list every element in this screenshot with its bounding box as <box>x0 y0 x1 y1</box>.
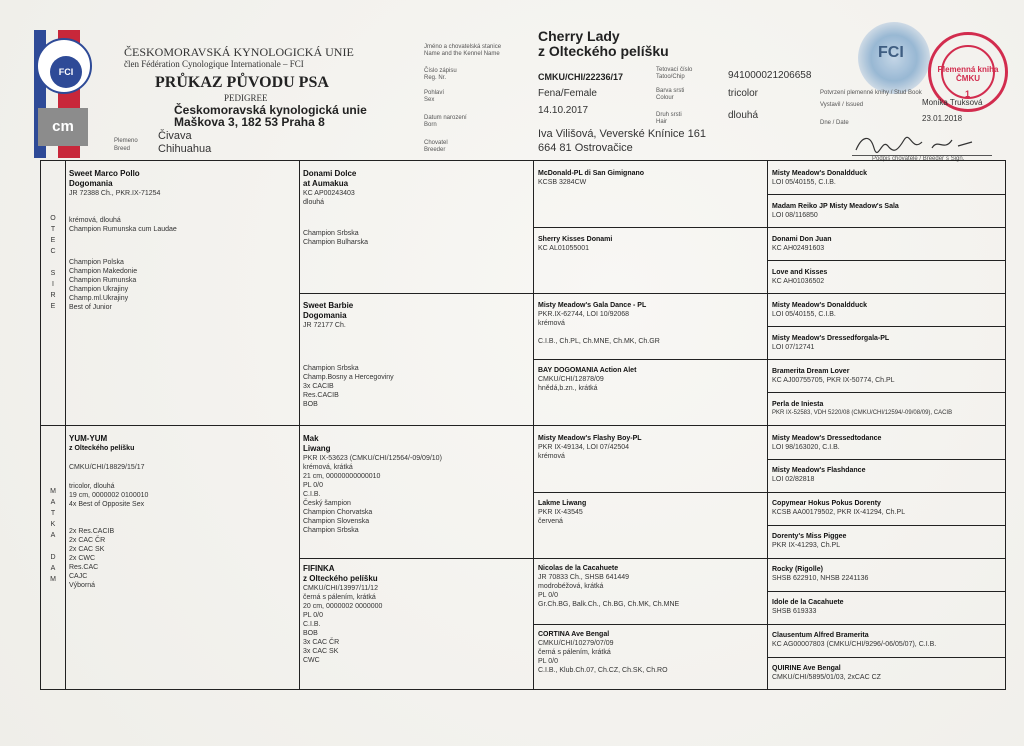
breed-label-cz: Plemeno <box>114 138 138 144</box>
breeder-label-cz: Chovatel <box>424 140 448 146</box>
sire-side-label: O T E C S I R E <box>50 215 56 310</box>
dog-colour: tricolor <box>728 88 759 99</box>
ancestor-cell: QUIRINE Ave Bengal CMKU/CHI/5895/01/03, 2xCAC CZ <box>772 665 881 681</box>
cmku-fci-logo: FCI cm <box>34 30 96 158</box>
hair-label-en: Hair <box>656 119 668 125</box>
org-member: člen Fédération Cynologique Internationale – FCI <box>124 59 304 69</box>
org-name: ČESKOMORAVSKÁ KYNOLOGICKÁ UNIE <box>124 45 354 59</box>
dog-breeder-1: Iva Vilišová, Veverské Knínice 161 <box>538 128 706 140</box>
great-grandparent-cell: Nicolas de la Cacahuete JR 70833 Ch., SHSB 641449 modrobéžová, krátká PL 0/0 Gr.Ch.BG, Balk.Ch., Ch.BG, Ch.MK, Ch.MNE <box>538 565 680 608</box>
ancestor-cell: Bramerita Dream Lover KC AJ00755705, PKR IX-50774, Ch.PL <box>772 368 895 384</box>
dam-side-label: M A T K A D A M <box>50 488 56 583</box>
studbook-label: Potvrzení plemenné knihy / Stud Book <box>820 90 922 96</box>
colour-label-cz: Barva srsti <box>656 88 685 94</box>
ancestor-cell: Misty Meadow's Dressedtodance LOI 98/163020, C.I.B. <box>772 435 882 451</box>
born-label-en: Born <box>424 122 437 128</box>
grandparent-cell: Sweet Barbie Dogomania JR 72177 Ch. Champion Srbska Champ.Bosny a Hercegoviny 3x CACIB Res.CACIB BOB <box>303 301 394 408</box>
ancestor-cell: Copymear Hokus Pokus Dorenty KCSB AA00179502, PKR IX-41294, Ch.PL <box>772 500 906 516</box>
breeder-signature <box>852 132 992 156</box>
ancestor-cell: Misty Meadow's Donaldduck LOI 05/40155, C.I.B. <box>772 302 868 318</box>
great-grandparent-cell: Misty Meadow's Flashy Boy-PL PKR IX-49134, LOI 07/42504 krémová <box>538 435 642 460</box>
page-subtitle: PEDIGREE <box>224 93 268 103</box>
great-grandparent-cell: Misty Meadow's Gala Dance - PL PKR.IX-62744, LOI 10/92068 krémová C.I.B., Ch.PL, Ch.MNE, Ch.MK, Ch.GR <box>538 302 660 345</box>
great-grandparent-cell: Lakme Liwang PKR IX-43545 červená <box>538 500 587 525</box>
ancestor-cell: Misty Meadow's Donaldduck LOI 05/40155, C.I.B. <box>772 170 868 186</box>
dog-breeder-2: 664 81 Ostrovačice <box>538 142 633 154</box>
tattoo-label-en: Tatoo/Chip <box>656 74 685 80</box>
ancestor-cell: Misty Meadow's Flashdance LOI 02/82818 <box>772 467 866 483</box>
signature-label: Podpis chovatele / Breeder´s Sign. <box>872 156 965 162</box>
ancestor-cell: Misty Meadow's Dressedforgala-PL LOI 07/12741 <box>772 335 890 351</box>
name-label-cz: Jméno a chovatelská stanice <box>424 44 502 50</box>
date-label: Dne / Date <box>820 120 849 126</box>
issue-date: 23.01.2018 <box>922 114 963 123</box>
breed-value-en: Chihuahua <box>158 143 212 155</box>
sex-label-en: Sex <box>424 97 435 103</box>
issued-label: Vystavil / Issued <box>820 102 864 108</box>
org-address-name: Českomoravská kynologická unie <box>174 103 367 117</box>
sire-cell: Sweet Marco Pollo Dogomania JR 72388 Ch., PKR.IX-71254 krémová, dlouhá Champion Rumunska cum Laudae Champion Polska Champion Makedonie Champion Rumunska Champion Ukrajiny Champ.ml.Ukrajiny Best of Junior <box>69 169 177 311</box>
hair-label-cz: Druh srsti <box>656 112 682 118</box>
reg-label-en: Reg. Nr. <box>424 75 447 81</box>
great-grandparent-cell: McDonald-PL di San Gimignano KCSB 3284CW <box>538 170 645 186</box>
ancestor-cell: Love and Kisses KC AH01036502 <box>772 269 828 285</box>
grandparent-cell: FIFINKA z Olteckého pelíšku CMKU/CHI/13997/11/12 černá s pálením, krátká 20 cm, 0000002 0000000 PL 0/0 C.I.B. BOB 3x CAC ČR 3x CAC SK CWC <box>303 564 383 664</box>
ancestor-cell: Idole de la Cacahuete SHSB 619333 <box>772 599 844 615</box>
dog-kennel: z Olteckého pelíšku <box>538 43 669 59</box>
great-grandparent-cell: Sherry Kisses Donami KC AL01055001 <box>538 236 613 252</box>
ancestor-cell: Madam Reiko JP Misty Meadow's Sala LOI 08/116850 <box>772 203 899 219</box>
ancestor-cell: Dorenty's Miss Piggee PKR IX-41293, Ch.PL <box>772 533 847 549</box>
dog-born: 14.10.2017 <box>538 105 589 116</box>
hologram-seal: FCI <box>858 22 930 94</box>
breeder-label-en: Breeder <box>424 147 446 153</box>
ancestor-cell: Rocky (Rigolle) SHSB 622910, NHSB 2241136 <box>772 566 869 582</box>
dog-name: Cherry Lady <box>538 28 620 44</box>
great-grandparent-cell: BAY DOGOMANIA Action Alet CMKU/CHI/12878/09 hnědá,b.zn., krátká <box>538 367 637 392</box>
dam-cell: YUM-YUM z Olteckého pelíšku CMKU/CHI/18829/15/17 tricolor, dlouhá 19 cm, 0000002 0100010 4x Best of Opposite Sex 2x Res.CACIB 2x CAC ČR 2x CAC SK 2x CWC Res.CAC CAJC Výborná <box>69 434 149 589</box>
reg-label-cz: Číslo zápisu <box>424 68 457 74</box>
colour-label-en: Colour <box>656 95 674 101</box>
grandparent-cell: Mak Liwang PKR IX-53623 (CMKU/CHI/12564/-09/09/10) krémová, krátká 21 cm, 00000000000010 PL 0/0 C.I.B. Český šampion Champion Chorvatska Champion Slovenska Champion Srbska <box>303 434 442 534</box>
ancestor-cell: Donami Don Juan KC AH02491603 <box>772 236 832 252</box>
breed-label-en: Breed <box>114 146 131 152</box>
great-grandparent-cell: CORTINA Ave Bengal CMKU/CHI/10279/07/09 černá s pálením, krátká PL 0/0 C.I.B., Klub.Ch.07, Ch.CZ, Ch.SK, Ch.RO <box>538 631 668 674</box>
pedigree-table <box>40 160 1006 690</box>
dog-chip: 941000021206658 <box>728 70 812 81</box>
dog-reg: CMKU/CHI/22236/17 <box>538 72 624 82</box>
sex-label-cz: Pohlaví <box>424 90 445 96</box>
born-label-cz: Datum narození <box>424 115 467 121</box>
breed-value-cz: Čivava <box>158 130 192 142</box>
org-address-street: Maškova 3, 182 53 Praha 8 <box>174 115 325 129</box>
tattoo-label-cz: Tetovací číslo <box>656 67 693 73</box>
ancestor-cell: Clausentum Alfred Bramerita KC AG00007803 (CMKU/CHI/9296/-06/05/07), C.I.B. <box>772 632 937 648</box>
issued-by: Monika Truksová <box>922 98 983 107</box>
grandparent-cell: Donami Dolce at Aumakua KC AP00243403 dlouhá Champion Srbska Champion Bulharska <box>303 169 368 246</box>
ancestor-cell: Perla de Iniesta PKR IX-52583, VDH 5220/08 (CMKU/CHI/12594/-09/08/09), CACIB <box>772 401 953 416</box>
dog-hair: dlouhá <box>728 110 759 121</box>
stud-book-stamp: Plemenná kniha ČMKU 1 <box>928 32 1008 112</box>
page-title: PRŮKAZ PŮVODU PSA <box>155 74 329 91</box>
dog-sex: Fena/Female <box>538 88 597 99</box>
name-label-en: Name and the Kennel Name <box>424 51 500 57</box>
